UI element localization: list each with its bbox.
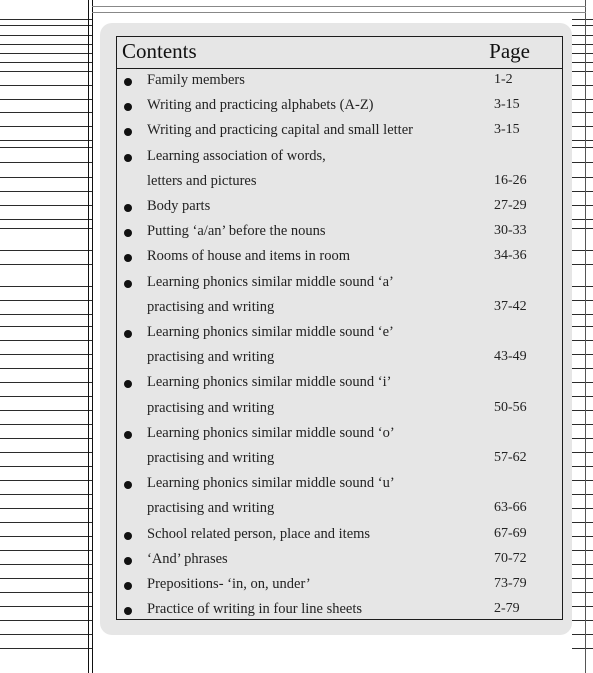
ruled-line xyxy=(572,480,593,481)
ruled-line xyxy=(572,62,593,63)
ruled-line xyxy=(0,410,92,411)
bullet-icon xyxy=(124,532,132,540)
ruled-line xyxy=(0,536,92,537)
ruled-line xyxy=(572,368,593,369)
ruled-line xyxy=(572,126,593,127)
ruled-line xyxy=(572,264,593,265)
entry-title: Writing and practicing capital and small letter xyxy=(147,122,413,139)
ruled-line xyxy=(0,25,92,26)
ruled-line xyxy=(0,648,92,649)
bullet-icon xyxy=(124,254,132,262)
ruled-line xyxy=(572,508,593,509)
bullet-icon xyxy=(124,431,132,439)
ruled-line xyxy=(572,99,593,100)
ruled-line xyxy=(0,326,92,327)
ruled-line xyxy=(0,99,92,100)
ruled-line xyxy=(0,354,92,355)
entry-title: Learning phonics similar middle sound ‘a’ xyxy=(147,273,394,290)
contents-entry xyxy=(117,296,562,321)
ruled-line xyxy=(572,424,593,425)
contents-entry xyxy=(117,346,562,371)
entry-page-range: 50-56 xyxy=(494,399,527,415)
entry-page-range: 27-29 xyxy=(494,198,527,213)
ruled-line xyxy=(0,191,92,192)
ruled-line xyxy=(0,300,92,301)
ruled-line xyxy=(572,522,593,523)
ruled-line xyxy=(572,147,593,148)
entry-page-range: 70-72 xyxy=(494,550,527,566)
entry-title: Body parts xyxy=(147,198,211,214)
ruled-line xyxy=(0,162,92,163)
contents-entry xyxy=(117,119,562,144)
ruled-line xyxy=(0,382,92,383)
entry-page-range: 73-79 xyxy=(494,576,527,591)
ruled-line xyxy=(0,264,92,265)
contents-title: Contents xyxy=(122,39,197,63)
ruled-line xyxy=(0,44,92,45)
bullet-icon xyxy=(124,330,132,338)
bullet-icon xyxy=(124,557,132,565)
contents-entry xyxy=(117,321,562,346)
ruled-line xyxy=(0,219,92,220)
entry-page-range: 34-36 xyxy=(494,248,527,264)
ruled-line xyxy=(0,634,92,635)
entry-page-range: 16-26 xyxy=(494,172,527,188)
ruled-line xyxy=(572,191,593,192)
ruled-line xyxy=(572,438,593,439)
entry-title: practising and writing xyxy=(147,450,275,466)
page-edge xyxy=(585,0,586,673)
ruled-line xyxy=(0,19,92,20)
entry-title: Prepositions- ‘in, on, under’ xyxy=(147,576,311,592)
entry-title: Learning phonics similar middle sound ‘e’ xyxy=(147,324,394,340)
contents-entry xyxy=(117,69,562,94)
entry-title: Putting ‘a/an’ before the nouns xyxy=(147,223,326,240)
ruled-line xyxy=(572,606,593,607)
contents-header xyxy=(117,37,562,69)
entry-title: Learning association of words, xyxy=(147,147,326,164)
ruled-line xyxy=(0,438,92,439)
entry-title: practising and writing xyxy=(147,399,275,416)
bullet-icon xyxy=(124,78,132,86)
entry-page-range: 43-49 xyxy=(494,349,527,365)
ruled-line xyxy=(572,578,593,579)
ruled-line xyxy=(572,326,593,327)
contents-entry xyxy=(117,447,562,472)
bullet-icon xyxy=(124,204,132,212)
contents-entry xyxy=(117,497,562,522)
ruled-line xyxy=(0,85,92,86)
ruled-line xyxy=(572,466,593,467)
ruled-line xyxy=(0,126,92,127)
contents-entry xyxy=(117,195,562,220)
bullet-icon xyxy=(124,280,132,288)
left-ruled-lines xyxy=(0,0,92,673)
ruled-line xyxy=(572,205,593,206)
bullet-icon xyxy=(124,582,132,590)
ruled-line xyxy=(0,466,92,467)
ruled-line xyxy=(572,634,593,635)
ruled-line xyxy=(572,550,593,551)
ruled-line xyxy=(572,300,593,301)
contents-entry xyxy=(117,220,562,245)
ruled-line xyxy=(572,177,593,178)
entry-title: Writing and practicing alphabets (A-Z) xyxy=(147,97,374,114)
contents-entry xyxy=(117,145,562,170)
ruled-line xyxy=(572,219,593,220)
ruled-line xyxy=(572,494,593,495)
entry-title: Family members xyxy=(147,72,245,88)
ruled-line xyxy=(0,480,92,481)
bullet-icon xyxy=(124,380,132,388)
ruled-line xyxy=(572,85,593,86)
ruled-line xyxy=(0,147,92,148)
contents-entry xyxy=(117,598,562,623)
entry-title: practising and writing xyxy=(147,349,275,366)
contents-entry xyxy=(117,94,562,119)
entry-page-range: 67-69 xyxy=(494,525,527,541)
entry-page-range: 3-15 xyxy=(494,97,520,113)
ruled-line xyxy=(0,35,92,36)
contents-entry xyxy=(117,397,562,422)
ruled-line xyxy=(0,62,92,63)
entry-page-range: 3-15 xyxy=(494,122,520,138)
contents-entry xyxy=(117,523,562,548)
ruled-line xyxy=(0,494,92,495)
entry-title: ‘And’ phrases xyxy=(147,550,228,567)
entry-page-range: 63-66 xyxy=(494,500,527,516)
right-ruled-lines xyxy=(572,0,593,673)
entry-page-range: 1-2 xyxy=(494,72,513,87)
ruled-line xyxy=(0,112,92,113)
top-rule xyxy=(92,12,586,13)
ruled-line xyxy=(572,396,593,397)
ruled-line xyxy=(572,19,593,20)
contents-entry xyxy=(117,271,562,296)
contents-entry xyxy=(117,422,562,447)
ruled-line xyxy=(572,35,593,36)
ruled-line xyxy=(0,368,92,369)
entry-title: Learning phonics similar middle sound ‘i’ xyxy=(147,374,392,391)
bullet-icon xyxy=(124,103,132,111)
ruled-line xyxy=(0,250,92,251)
ruled-line xyxy=(572,44,593,45)
top-rule xyxy=(92,6,586,7)
entry-page-range: 57-62 xyxy=(494,450,527,465)
entry-page-range: 30-33 xyxy=(494,223,527,239)
bullet-icon xyxy=(124,229,132,237)
ruled-line xyxy=(0,564,92,565)
ruled-line xyxy=(572,53,593,54)
ruled-line xyxy=(0,592,92,593)
entry-title: practising and writing xyxy=(147,500,275,517)
ruled-line xyxy=(572,314,593,315)
ruled-line xyxy=(572,452,593,453)
ruled-line xyxy=(572,340,593,341)
contents-entry xyxy=(117,548,562,573)
ruled-line xyxy=(0,550,92,551)
entry-title: Learning phonics similar middle sound ‘u’ xyxy=(147,475,395,492)
ruled-line xyxy=(0,314,92,315)
ruled-line xyxy=(0,396,92,397)
ruled-line xyxy=(0,452,92,453)
entry-page-range: 37-42 xyxy=(494,298,527,314)
ruled-line xyxy=(0,140,92,141)
ruled-line xyxy=(572,112,593,113)
entry-title: practising and writing xyxy=(147,298,275,315)
ruled-line xyxy=(572,354,593,355)
ruled-line xyxy=(0,177,92,178)
ruled-line xyxy=(0,228,92,229)
ruled-line xyxy=(0,205,92,206)
ruled-line xyxy=(572,25,593,26)
bullet-icon xyxy=(124,607,132,615)
ruled-line xyxy=(572,228,593,229)
ruled-line xyxy=(0,286,92,287)
ruled-line xyxy=(572,620,593,621)
ruled-line xyxy=(572,564,593,565)
contents-entry xyxy=(117,472,562,497)
ruled-line xyxy=(572,162,593,163)
ruled-line xyxy=(0,71,92,72)
contents-entry xyxy=(117,170,562,195)
ruled-line xyxy=(572,71,593,72)
ruled-line xyxy=(572,140,593,141)
ruled-line xyxy=(0,340,92,341)
ruled-line xyxy=(0,508,92,509)
ruled-line xyxy=(572,382,593,383)
entry-title: letters and pictures xyxy=(147,172,257,189)
bullet-icon xyxy=(124,128,132,136)
ruled-line xyxy=(0,620,92,621)
ruled-line xyxy=(572,648,593,649)
page-column-header: Page xyxy=(489,39,530,63)
contents-entry xyxy=(117,245,562,270)
ruled-line xyxy=(0,522,92,523)
entry-page-range: 2-79 xyxy=(494,601,520,617)
ruled-line xyxy=(0,424,92,425)
ruled-line xyxy=(572,410,593,411)
ruled-line xyxy=(0,53,92,54)
entry-title: Learning phonics similar middle sound ‘o’ xyxy=(147,424,395,441)
bullet-icon xyxy=(124,154,132,162)
ruled-line xyxy=(0,578,92,579)
ruled-line xyxy=(572,592,593,593)
contents-entry xyxy=(117,573,562,598)
ruled-line xyxy=(0,606,92,607)
contents-entry xyxy=(117,371,562,396)
contents-table xyxy=(116,36,563,620)
entry-title: Rooms of house and items in room xyxy=(147,248,350,265)
margin-rule xyxy=(88,0,89,673)
ruled-line xyxy=(572,286,593,287)
ruled-line xyxy=(572,250,593,251)
ruled-line xyxy=(572,536,593,537)
entry-title: Practice of writing in four line sheets xyxy=(147,601,363,618)
bullet-icon xyxy=(124,481,132,489)
entry-title: School related person, place and items xyxy=(147,525,371,542)
margin-rule-inner xyxy=(92,0,93,673)
